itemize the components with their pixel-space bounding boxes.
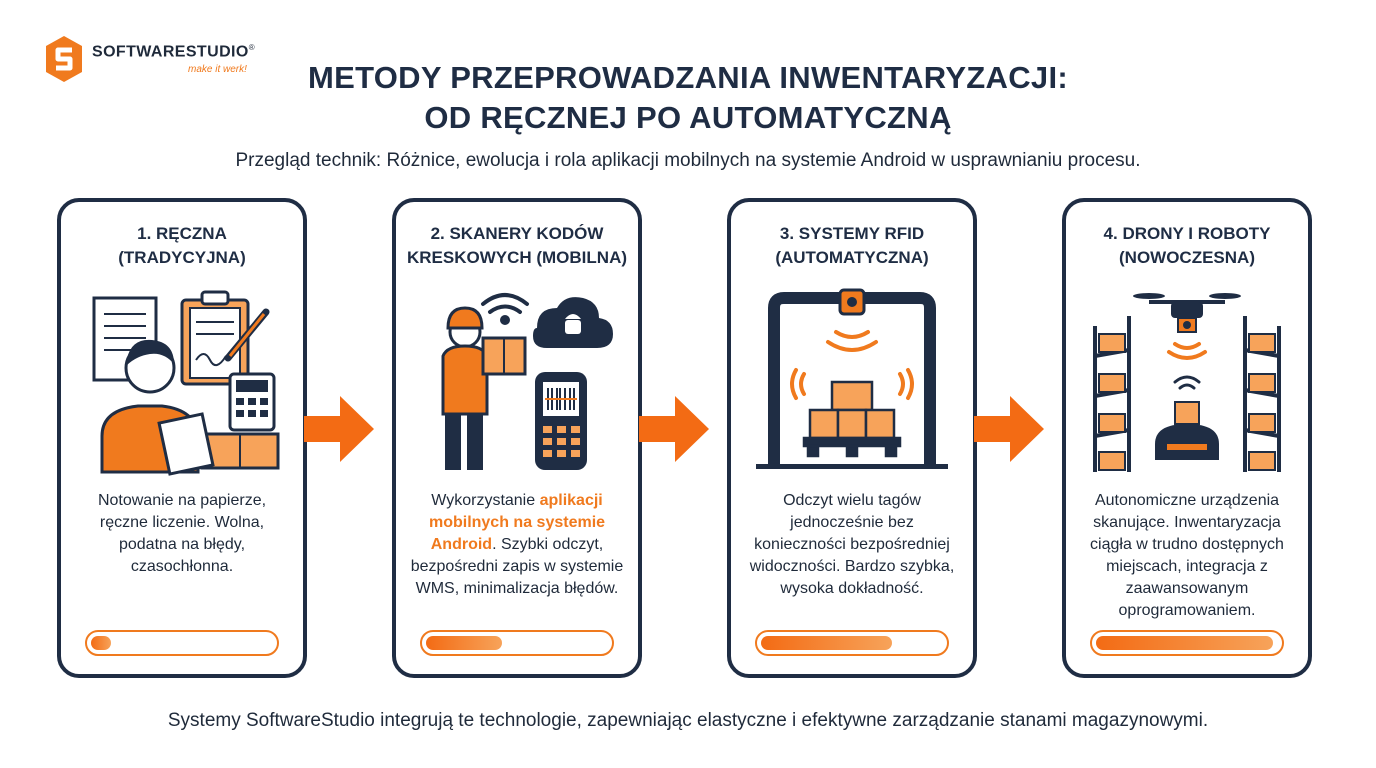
logo-mark-icon bbox=[46, 36, 82, 82]
android-highlight: aplikacji mobilnych na systemie Android bbox=[428, 492, 606, 553]
progress-bar bbox=[755, 630, 949, 656]
arrow-right-icon bbox=[974, 396, 1044, 462]
progress-fill bbox=[1096, 636, 1273, 650]
progress-fill bbox=[91, 636, 111, 650]
card-title: 2. SKANERY KODÓW KRESKOWYCH (MOBILNA) bbox=[406, 224, 628, 267]
calculator-icon bbox=[230, 374, 274, 430]
worker-icon bbox=[443, 308, 487, 470]
progress-bar bbox=[85, 630, 279, 656]
barcode-scanner-icon bbox=[535, 372, 587, 470]
card-title: 3. SYSTEMY RFID (AUTOMATYCZNA) bbox=[775, 224, 929, 267]
page-title-line1: METODY PRZEPROWADZANIA INWENTARYZACJI: bbox=[307, 60, 1068, 95]
card-description: Wykorzystanie aplikacji mobilnych na systemie Android. Szybki odczyt, bezpośredni zapis w systemie WMS, minimalizacja błędów. bbox=[410, 492, 624, 597]
progress-bar bbox=[420, 630, 614, 656]
progress-bar bbox=[1090, 630, 1284, 656]
footer-text: Systemy SoftwareStudio integrują te technologie, zapewniając elastyczne i efektywne zarządzanie stanami magazynowymi. bbox=[167, 710, 1209, 731]
wifi-icon bbox=[483, 295, 527, 323]
manual-inventory-illustration bbox=[82, 286, 282, 476]
robot-icon bbox=[1155, 402, 1219, 460]
card-description: Autonomiczne urządzenia skanujące. Inwentaryzacja ciągła w trudno dostępnych miejscach, integracja z zaawansowanym oprogramowaniem. bbox=[1090, 492, 1284, 619]
drone-robot-illustration bbox=[1087, 286, 1287, 476]
page-title-line2: OD RĘCZNEJ PO AUTOMATYCZNĄ bbox=[424, 100, 952, 135]
wifi-icon bbox=[1175, 377, 1199, 388]
card-title: 4. DRONY I ROBOTY (NOWOCZESNA) bbox=[1103, 224, 1271, 267]
card-description: Notowanie na papierze, ręczne liczenie. Wolna, podatna na błędy, czasochłonna. bbox=[97, 492, 267, 575]
card-description: Odczyt wielu tagów jednocześnie bez konieczności bezpośredniej widoczności. Bardzo szybka, wysoka dokładność. bbox=[749, 492, 955, 597]
card-drones-robots bbox=[1062, 198, 1312, 678]
arrow-right-icon bbox=[304, 396, 374, 462]
progress-fill bbox=[426, 636, 502, 650]
card-manual bbox=[57, 198, 307, 678]
pallet-boxes-icon bbox=[804, 382, 900, 456]
progress-fill bbox=[761, 636, 892, 650]
card-title: 1. RĘCZNA (TRADYCYJNA) bbox=[118, 224, 246, 267]
arrow-right-icon bbox=[639, 396, 709, 462]
rfid-illustration bbox=[752, 286, 952, 476]
android-cloud-icon bbox=[533, 297, 613, 348]
drone-icon bbox=[1133, 293, 1241, 332]
card-rfid bbox=[727, 198, 977, 678]
logo-name: SOFTWARESTUDIO® bbox=[92, 43, 256, 61]
cardboard-box-icon bbox=[483, 338, 525, 374]
page-subtitle: Przegląd technik: Różnice, ewolucja i rola aplikacji mobilnych na systemie Android w usprawnianiu procesu. bbox=[235, 150, 1141, 171]
clipboard-icon bbox=[182, 292, 248, 384]
barcode-scanning-illustration bbox=[417, 286, 617, 476]
logo-tagline: make it werk! bbox=[188, 64, 247, 75]
card-barcode-mobile bbox=[392, 198, 642, 678]
